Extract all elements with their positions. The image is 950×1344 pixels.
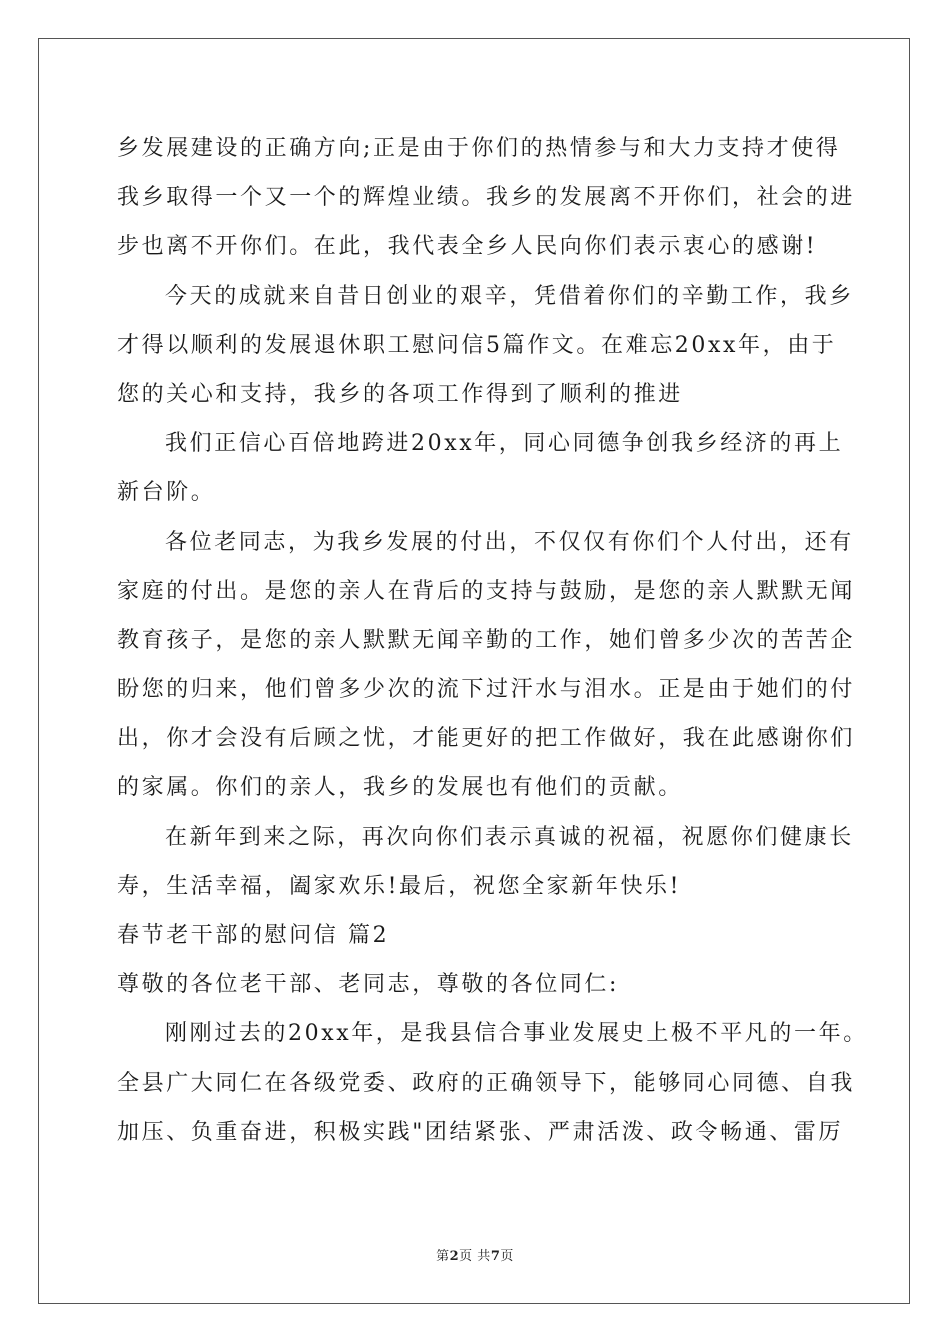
paragraph-first-line: 各位老同志，为我乡发展的付出，不仅仅有你们个人付出，还有 (165, 529, 854, 555)
page-prefix: 第 (436, 1249, 450, 1264)
page-footer (0, 1245, 950, 1264)
page-total: 7 (490, 1249, 501, 1264)
text-line: 新台阶。 (117, 480, 216, 506)
paragraph-first-line: 我们正信心百倍地跨进20xx年，同心同德争创我乡经济的再上 (165, 431, 844, 457)
text-line: 教育孩子，是您的亲人默默无闻辛勤的工作，她们曾多少次的苦苦企 (117, 627, 856, 653)
text-line: 我乡取得一个又一个的辉煌业绩。我乡的发展离不开你们，社会的进 (117, 185, 856, 211)
paragraph-first-line: 今天的成就来自昔日创业的艰辛，凭借着你们的辛勤工作，我乡 (165, 283, 854, 309)
page-mid: 页 共 (459, 1249, 491, 1264)
text-line: 寿，生活幸福，阖家欢乐!最后，祝您全家新年快乐! (117, 873, 682, 899)
paragraph-first-line: 刚刚过去的20xx年，是我县信合事业发展史上极不平凡的一年。 (165, 1021, 868, 1047)
text-line: 您的关心和支持，我乡的各项工作得到了顺利的推进 (117, 381, 683, 407)
section-heading: 春节老干部的慰问信 篇2 (117, 923, 390, 948)
salutation: 尊敬的各位老干部、老同志，尊敬的各位同仁: (117, 972, 620, 998)
text-line: 的家属。你们的亲人，我乡的发展也有他们的贡献。 (117, 775, 683, 801)
text-line: 出，你才会没有后顾之忧，才能更好的把工作做好，我在此感谢你们 (117, 726, 856, 752)
text-line: 步也离不开你们。在此，我代表全乡人民向你们表示衷心的感谢! (117, 234, 818, 260)
text-line: 加压、负重奋进，积极实践"团结紧张、严肃活泼、政令畅通、雷厉 (117, 1119, 844, 1145)
text-line: 全县广大同仁在各级党委、政府的正确领导下，能够同心同德、自我 (117, 1070, 856, 1096)
text-line: 盼您的归来，他们曾多少次的流下过汗水与泪水。正是由于她们的付 (117, 677, 856, 703)
page-current: 2 (449, 1249, 460, 1264)
document-body (117, 124, 868, 1157)
page-suffix: 页 (500, 1249, 514, 1264)
text-line: 家庭的付出。是您的亲人在背后的支持与鼓励，是您的亲人默默无闻 (117, 578, 856, 604)
paragraph-first-line: 在新年到来之际，再次向你们表示真诚的祝福，祝愿你们健康长 (165, 824, 854, 850)
text-line: 乡发展建设的正确方向;正是由于你们的热情参与和大力支持才使得 (117, 136, 841, 161)
text-line: 才得以顺利的发展退休职工慰问信5篇作文。在难忘20xx年，由于 (117, 332, 837, 358)
